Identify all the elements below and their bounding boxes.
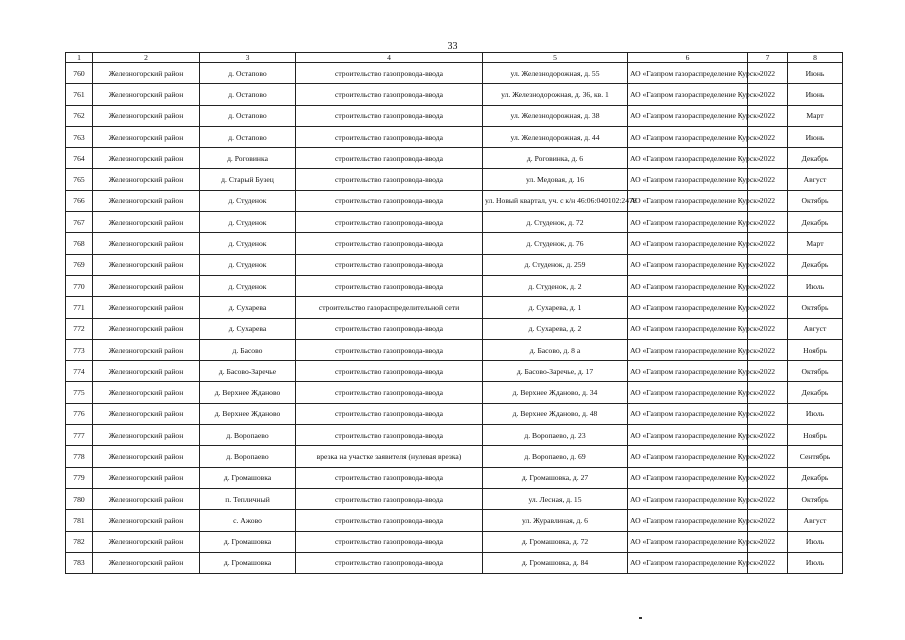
year-cell: 2022 xyxy=(748,510,788,531)
settlement-cell: д. Остапово xyxy=(200,126,296,147)
address-cell: д. Громашовка, д. 84 xyxy=(483,552,628,573)
table-row xyxy=(66,382,843,403)
address-cell: д. Верхнее Жданово, д. 34 xyxy=(483,382,628,403)
table-row xyxy=(66,254,843,275)
work-type-cell: строительство газопровода-ввода xyxy=(296,488,483,509)
district-cell: Железногорский район xyxy=(93,105,200,126)
organization-cell: АО «Газпром газораспределение Курск» xyxy=(628,510,748,531)
work-type-cell: врезка на участке заявителя (нулевая врезка) xyxy=(296,446,483,467)
register-table xyxy=(65,52,843,574)
work-type-cell: строительство газопровода-ввода xyxy=(296,382,483,403)
table-row xyxy=(66,510,843,531)
organization-cell: АО «Газпром газораспределение Курск» xyxy=(628,425,748,446)
table-header xyxy=(66,53,843,63)
year-cell: 2022 xyxy=(748,361,788,382)
row-number-cell: 764 xyxy=(66,148,93,169)
work-type-cell: строительство газопровода-ввода xyxy=(296,190,483,211)
organization-cell: АО «Газпром газораспределение Курск» xyxy=(628,126,748,147)
work-type-cell: строительство газопровода-ввода xyxy=(296,63,483,84)
organization-cell: АО «Газпром газораспределение Курск» xyxy=(628,254,748,275)
work-type-cell: строительство газопровода-ввода xyxy=(296,531,483,552)
month-cell: Март xyxy=(788,105,843,126)
table-row xyxy=(66,297,843,318)
row-number-cell: 779 xyxy=(66,467,93,488)
settlement-cell: д. Басово xyxy=(200,339,296,360)
settlement-cell: д. Басово-Заречье xyxy=(200,361,296,382)
year-cell: 2022 xyxy=(748,190,788,211)
column-header: 1 xyxy=(66,53,93,63)
table-row xyxy=(66,403,843,424)
year-cell: 2022 xyxy=(748,275,788,296)
column-header: 7 xyxy=(748,53,788,63)
settlement-cell: д. Студенок xyxy=(200,233,296,254)
work-type-cell: строительство газопровода-ввода xyxy=(296,403,483,424)
month-cell: Сентябрь xyxy=(788,446,843,467)
row-number-cell: 765 xyxy=(66,169,93,190)
table-row xyxy=(66,233,843,254)
row-number-cell: 766 xyxy=(66,190,93,211)
month-cell: Ноябрь xyxy=(788,339,843,360)
row-number-cell: 770 xyxy=(66,275,93,296)
year-cell: 2022 xyxy=(748,425,788,446)
table-row xyxy=(66,126,843,147)
settlement-cell: д. Студенок xyxy=(200,212,296,233)
district-cell: Железногорский район xyxy=(93,382,200,403)
address-cell: ул. Железнодорожная, д. 44 xyxy=(483,126,628,147)
row-number-cell: 776 xyxy=(66,403,93,424)
column-header: 2 xyxy=(93,53,200,63)
year-cell: 2022 xyxy=(748,63,788,84)
district-cell: Железногорский район xyxy=(93,425,200,446)
month-cell: Декабрь xyxy=(788,212,843,233)
month-cell: Июль xyxy=(788,531,843,552)
address-cell: д. Верхнее Жданово, д. 48 xyxy=(483,403,628,424)
settlement-cell: д. Остапово xyxy=(200,63,296,84)
district-cell: Железногорский район xyxy=(93,190,200,211)
column-header: 8 xyxy=(788,53,843,63)
district-cell: Железногорский район xyxy=(93,339,200,360)
organization-cell: АО «Газпром газораспределение Курск» xyxy=(628,84,748,105)
table-row xyxy=(66,84,843,105)
month-cell: Июль xyxy=(788,552,843,573)
month-cell: Декабрь xyxy=(788,148,843,169)
district-cell: Железногорский район xyxy=(93,169,200,190)
district-cell: Железногорский район xyxy=(93,403,200,424)
settlement-cell: д. Остапово xyxy=(200,84,296,105)
organization-cell: АО «Газпром газораспределение Курск» xyxy=(628,467,748,488)
settlement-cell: с. Ажово xyxy=(200,510,296,531)
district-cell: Железногорский район xyxy=(93,467,200,488)
district-cell: Железногорский район xyxy=(93,212,200,233)
row-number-cell: 783 xyxy=(66,552,93,573)
settlement-cell: д. Громашовка xyxy=(200,467,296,488)
organization-cell: АО «Газпром газораспределение Курск» xyxy=(628,552,748,573)
address-cell: д. Студенок, д. 76 xyxy=(483,233,628,254)
work-type-cell: строительство газопровода-ввода xyxy=(296,552,483,573)
organization-cell: АО «Газпром газораспределение Курск» xyxy=(628,233,748,254)
month-cell: Август xyxy=(788,169,843,190)
month-cell: Июль xyxy=(788,403,843,424)
district-cell: Железногорский район xyxy=(93,254,200,275)
work-type-cell: строительство газопровода-ввода xyxy=(296,318,483,339)
address-cell: ул. Журавлиная, д. 6 xyxy=(483,510,628,531)
work-type-cell: строительство газопровода-ввода xyxy=(296,361,483,382)
month-cell: Октябрь xyxy=(788,190,843,211)
district-cell: Железногорский район xyxy=(93,552,200,573)
settlement-cell: д. Верхнее Жданово xyxy=(200,382,296,403)
year-cell: 2022 xyxy=(748,148,788,169)
settlement-cell: д. Громашовка xyxy=(200,531,296,552)
address-cell: ул. Железнодорожная, д. 55 xyxy=(483,63,628,84)
address-cell: ул. Новый квартал, уч. с к/н 46:06:040102:2478 xyxy=(483,190,628,211)
row-number-cell: 773 xyxy=(66,339,93,360)
year-cell: 2022 xyxy=(748,126,788,147)
year-cell: 2022 xyxy=(748,169,788,190)
organization-cell: АО «Газпром газораспределение Курск» xyxy=(628,297,748,318)
district-cell: Железногорский район xyxy=(93,318,200,339)
district-cell: Железногорский район xyxy=(93,233,200,254)
row-number-cell: 760 xyxy=(66,63,93,84)
month-cell: Март xyxy=(788,233,843,254)
organization-cell: АО «Газпром газораспределение Курск» xyxy=(628,361,748,382)
organization-cell: АО «Газпром газораспределение Курск» xyxy=(628,446,748,467)
address-cell: д. Сухарева, д. 1 xyxy=(483,297,628,318)
table-row xyxy=(66,552,843,573)
address-cell: ул. Железнодорожная, д. 36, кв. 1 xyxy=(483,84,628,105)
table-row xyxy=(66,339,843,360)
address-cell: д. Воропаево, д. 69 xyxy=(483,446,628,467)
settlement-cell: д. Воропаево xyxy=(200,446,296,467)
row-number-cell: 782 xyxy=(66,531,93,552)
work-type-cell: строительство газопровода-ввода xyxy=(296,339,483,360)
year-cell: 2022 xyxy=(748,382,788,403)
district-cell: Железногорский район xyxy=(93,361,200,382)
settlement-cell: д. Верхнее Жданово xyxy=(200,403,296,424)
organization-cell: АО «Газпром газораспределение Курск» xyxy=(628,148,748,169)
organization-cell: АО «Газпром газораспределение Курск» xyxy=(628,212,748,233)
column-header: 6 xyxy=(628,53,748,63)
table-row xyxy=(66,531,843,552)
work-type-cell: строительство газопровода-ввода xyxy=(296,148,483,169)
row-number-cell: 780 xyxy=(66,488,93,509)
table-body xyxy=(66,63,843,574)
address-cell: д. Студенок, д. 259 xyxy=(483,254,628,275)
work-type-cell: строительство газопровода-ввода xyxy=(296,212,483,233)
month-cell: Октябрь xyxy=(788,361,843,382)
table-row xyxy=(66,169,843,190)
year-cell: 2022 xyxy=(748,552,788,573)
settlement-cell: д. Старый Бузец xyxy=(200,169,296,190)
month-cell: Июль xyxy=(788,275,843,296)
work-type-cell: строительство газораспределительной сети xyxy=(296,297,483,318)
district-cell: Железногорский район xyxy=(93,488,200,509)
organization-cell: АО «Газпром газораспределение Курск» xyxy=(628,403,748,424)
table-row xyxy=(66,105,843,126)
month-cell: Ноябрь xyxy=(788,425,843,446)
row-number-cell: 763 xyxy=(66,126,93,147)
work-type-cell: строительство газопровода-ввода xyxy=(296,169,483,190)
organization-cell: АО «Газпром газораспределение Курск» xyxy=(628,488,748,509)
district-cell: Железногорский район xyxy=(93,63,200,84)
settlement-cell: д. Студенок xyxy=(200,190,296,211)
work-type-cell: строительство газопровода-ввода xyxy=(296,126,483,147)
year-cell: 2022 xyxy=(748,403,788,424)
scan-mark xyxy=(639,617,642,619)
address-cell: ул. Железнодорожная, д. 38 xyxy=(483,105,628,126)
year-cell: 2022 xyxy=(748,254,788,275)
work-type-cell: строительство газопровода-ввода xyxy=(296,510,483,531)
organization-cell: АО «Газпром газораспределение Курск» xyxy=(628,275,748,296)
work-type-cell: строительство газопровода-ввода xyxy=(296,275,483,296)
settlement-cell: п. Тепличный xyxy=(200,488,296,509)
table-row xyxy=(66,212,843,233)
address-cell: д. Сухарева, д. 2 xyxy=(483,318,628,339)
address-cell: ул. Медовая, д. 16 xyxy=(483,169,628,190)
row-number-cell: 768 xyxy=(66,233,93,254)
address-cell: д. Студенок, д. 2 xyxy=(483,275,628,296)
table-row xyxy=(66,148,843,169)
settlement-cell: д. Сухарева xyxy=(200,318,296,339)
work-type-cell: строительство газопровода-ввода xyxy=(296,84,483,105)
table-row xyxy=(66,190,843,211)
organization-cell: АО «Газпром газораспределение Курск» xyxy=(628,382,748,403)
settlement-cell: д. Сухарева xyxy=(200,297,296,318)
row-number-cell: 761 xyxy=(66,84,93,105)
month-cell: Июнь xyxy=(788,126,843,147)
table-row xyxy=(66,488,843,509)
address-cell: д. Громашовка, д. 27 xyxy=(483,467,628,488)
work-type-cell: строительство газопровода-ввода xyxy=(296,425,483,446)
settlement-cell: д. Студенок xyxy=(200,254,296,275)
year-cell: 2022 xyxy=(748,531,788,552)
organization-cell: АО «Газпром газораспределение Курск» xyxy=(628,318,748,339)
organization-cell: АО «Газпром газораспределение Курск» xyxy=(628,169,748,190)
row-number-cell: 774 xyxy=(66,361,93,382)
organization-cell: АО «Газпром газораспределение Курск» xyxy=(628,63,748,84)
district-cell: Железногорский район xyxy=(93,148,200,169)
row-number-cell: 777 xyxy=(66,425,93,446)
year-cell: 2022 xyxy=(748,467,788,488)
settlement-cell: д. Роговинка xyxy=(200,148,296,169)
row-number-cell: 771 xyxy=(66,297,93,318)
month-cell: Октябрь xyxy=(788,297,843,318)
address-cell: д. Воропаево, д. 23 xyxy=(483,425,628,446)
table-row xyxy=(66,425,843,446)
work-type-cell: строительство газопровода-ввода xyxy=(296,105,483,126)
district-cell: Железногорский район xyxy=(93,510,200,531)
settlement-cell: д. Громашовка xyxy=(200,552,296,573)
month-cell: Август xyxy=(788,510,843,531)
year-cell: 2022 xyxy=(748,84,788,105)
year-cell: 2022 xyxy=(748,318,788,339)
year-cell: 2022 xyxy=(748,212,788,233)
address-cell: д. Громашовка, д. 72 xyxy=(483,531,628,552)
table-row xyxy=(66,467,843,488)
district-cell: Железногорский район xyxy=(93,84,200,105)
row-number-cell: 762 xyxy=(66,105,93,126)
table-row xyxy=(66,446,843,467)
address-cell: ул. Лесная, д. 15 xyxy=(483,488,628,509)
work-type-cell: строительство газопровода-ввода xyxy=(296,254,483,275)
row-number-cell: 769 xyxy=(66,254,93,275)
year-cell: 2022 xyxy=(748,297,788,318)
address-cell: д. Роговинка, д. 6 xyxy=(483,148,628,169)
district-cell: Железногорский район xyxy=(93,531,200,552)
month-cell: Декабрь xyxy=(788,254,843,275)
settlement-cell: д. Студенок xyxy=(200,275,296,296)
organization-cell: АО «Газпром газораспределение Курск» xyxy=(628,339,748,360)
table-row xyxy=(66,63,843,84)
header-row xyxy=(66,53,843,63)
district-cell: Железногорский район xyxy=(93,275,200,296)
column-header: 4 xyxy=(296,53,483,63)
month-cell: Август xyxy=(788,318,843,339)
year-cell: 2022 xyxy=(748,233,788,254)
organization-cell: АО «Газпром газораспределение Курск» xyxy=(628,531,748,552)
column-header: 5 xyxy=(483,53,628,63)
settlement-cell: д. Воропаево xyxy=(200,425,296,446)
month-cell: Июнь xyxy=(788,63,843,84)
year-cell: 2022 xyxy=(748,446,788,467)
row-number-cell: 772 xyxy=(66,318,93,339)
year-cell: 2022 xyxy=(748,339,788,360)
organization-cell: АО «Газпром газораспределение Курск» xyxy=(628,105,748,126)
month-cell: Декабрь xyxy=(788,467,843,488)
year-cell: 2022 xyxy=(748,105,788,126)
row-number-cell: 781 xyxy=(66,510,93,531)
row-number-cell: 767 xyxy=(66,212,93,233)
address-cell: д. Басово, д. 8 а xyxy=(483,339,628,360)
table-row xyxy=(66,361,843,382)
district-cell: Железногорский район xyxy=(93,446,200,467)
address-cell: д. Студенок, д. 72 xyxy=(483,212,628,233)
row-number-cell: 778 xyxy=(66,446,93,467)
address-cell: д. Басово-Заречье, д. 17 xyxy=(483,361,628,382)
table-row xyxy=(66,318,843,339)
settlement-cell: д. Остапово xyxy=(200,105,296,126)
page-number: 33 xyxy=(447,41,458,52)
column-header: 3 xyxy=(200,53,296,63)
organization-cell: АО «Газпром газораспределение Курск» xyxy=(628,190,748,211)
month-cell: Октябрь xyxy=(788,488,843,509)
table-row xyxy=(66,275,843,296)
district-cell: Железногорский район xyxy=(93,297,200,318)
work-type-cell: строительство газопровода-ввода xyxy=(296,467,483,488)
month-cell: Декабрь xyxy=(788,382,843,403)
row-number-cell: 775 xyxy=(66,382,93,403)
work-type-cell: строительство газопровода-ввода xyxy=(296,233,483,254)
district-cell: Железногорский район xyxy=(93,126,200,147)
month-cell: Июнь xyxy=(788,84,843,105)
year-cell: 2022 xyxy=(748,488,788,509)
